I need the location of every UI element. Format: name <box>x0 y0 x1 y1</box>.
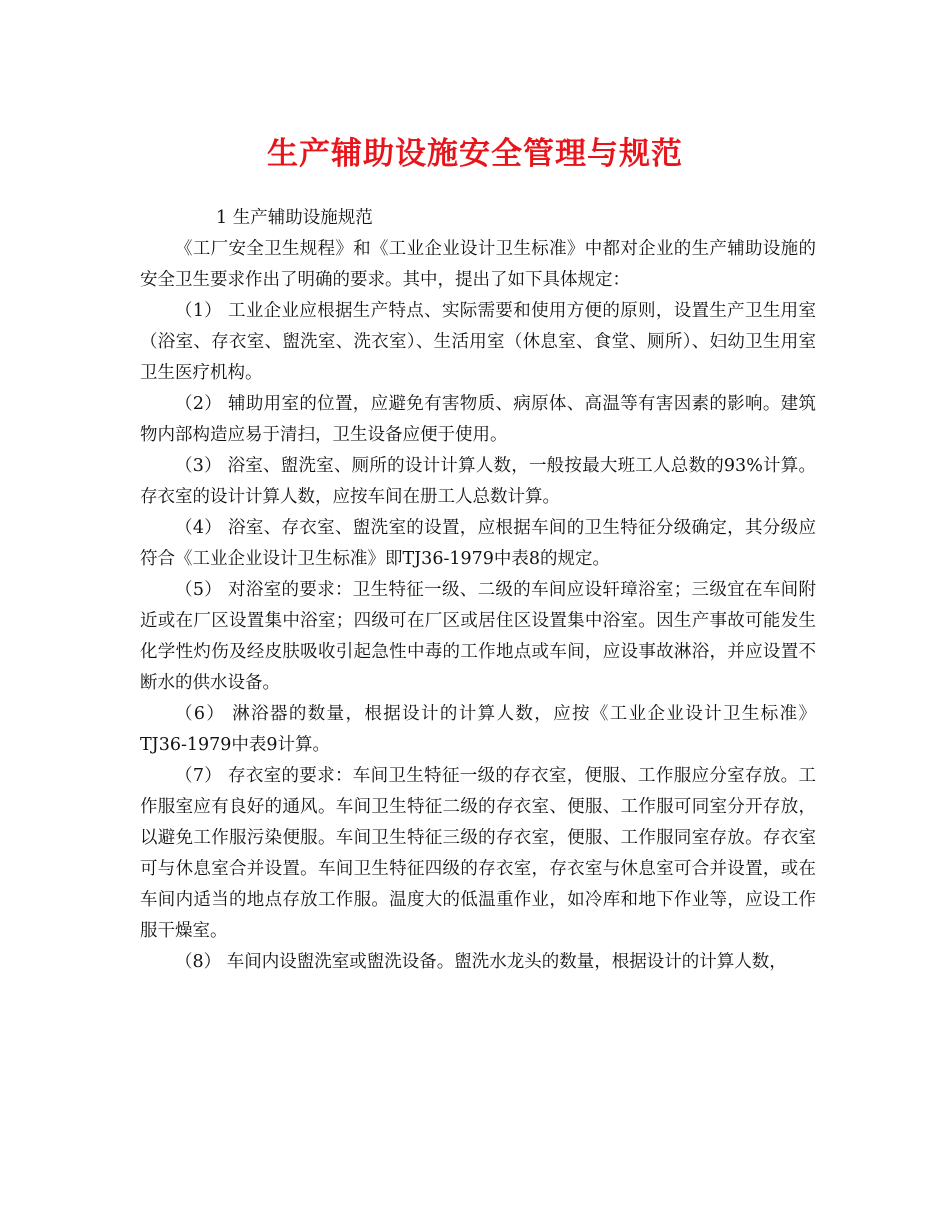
paragraph-item-1: （1） 工业企业应根据生产特点、实际需要和使用方便的原则，设置生产卫生用室（浴室、存衣室、盥洗室、洗衣室）、生活用室（休息室、食堂、厕所）、妇幼卫生用室卫生医疗机构。 <box>140 301 816 383</box>
paragraph-item-7: （7） 存衣室的要求：车间卫生特征一级的存衣室，便服、工作服应分室存放。工作服室应有良好的通风。车间卫生特征二级的存衣室、便服、工作服可同室分开存放，以避免工作服污染便服。车间卫生特征三级的存衣室，便服、工作服同室存放。存衣室可与休息室合并设置。车间卫生特征四级的存衣室，存衣室与休息室可合并设置，或在车间内适当的地点存放工作服。温度大的低温重作业，如冷库和地下作业等，应设工作服干燥室。 <box>140 766 816 941</box>
paragraph-item-5: （5） 对浴室的要求：卫生特征一级、二级的车间应设轩璋浴室；三级宜在车间附近或在厂区设置集中浴室；四级可在厂区或居住区设置集中浴室。因生产事故可能发生化学性灼伤及经皮肤吸收引起急性中毒的工作地点或车间，应设事故淋浴，并应设置不断水的供水设备。 <box>140 580 816 693</box>
section-heading: 1 生产辅助设施规范 <box>216 208 373 228</box>
document-body <box>140 203 816 978</box>
paragraph-intro: 《工厂安全卫生规程》和《工业企业设计卫生标准》中都对企业的生产辅助设施的安全卫生要求作出了明确的要求。其中，提出了如下具体规定： <box>140 239 816 290</box>
paragraph-item-2: （2） 辅助用室的位置，应避免有害物质、病原体、高温等有害因素的影响。建筑物内部构造应易于清扫，卫生设备应便于使用。 <box>140 394 816 445</box>
paragraph-item-8: （8） 车间内设盥洗室或盥洗设备。盥洗水龙头的数量，根据设计的计算人数， <box>175 952 787 972</box>
paragraph-item-4: （4） 浴室、存衣室、盥洗室的设置，应根据车间的卫生特征分级确定，其分级应符合《工业企业设计卫生标准》即TJ36-1979中表8的规定。 <box>140 518 816 569</box>
paragraph-item-6: （6） 淋浴器的数量，根据设计的计算人数，应按《工业企业设计卫生标准》TJ36-1979中表9计算。 <box>140 704 816 755</box>
document-title: 生产辅助设施安全管理与规范 <box>267 136 683 172</box>
paragraph-item-3: （3） 浴室、盥洗室、厕所的设计计算人数，一般按最大班工人总数的93%计算。存衣室的设计计算人数，应按车间在册工人总数计算。 <box>140 456 816 507</box>
